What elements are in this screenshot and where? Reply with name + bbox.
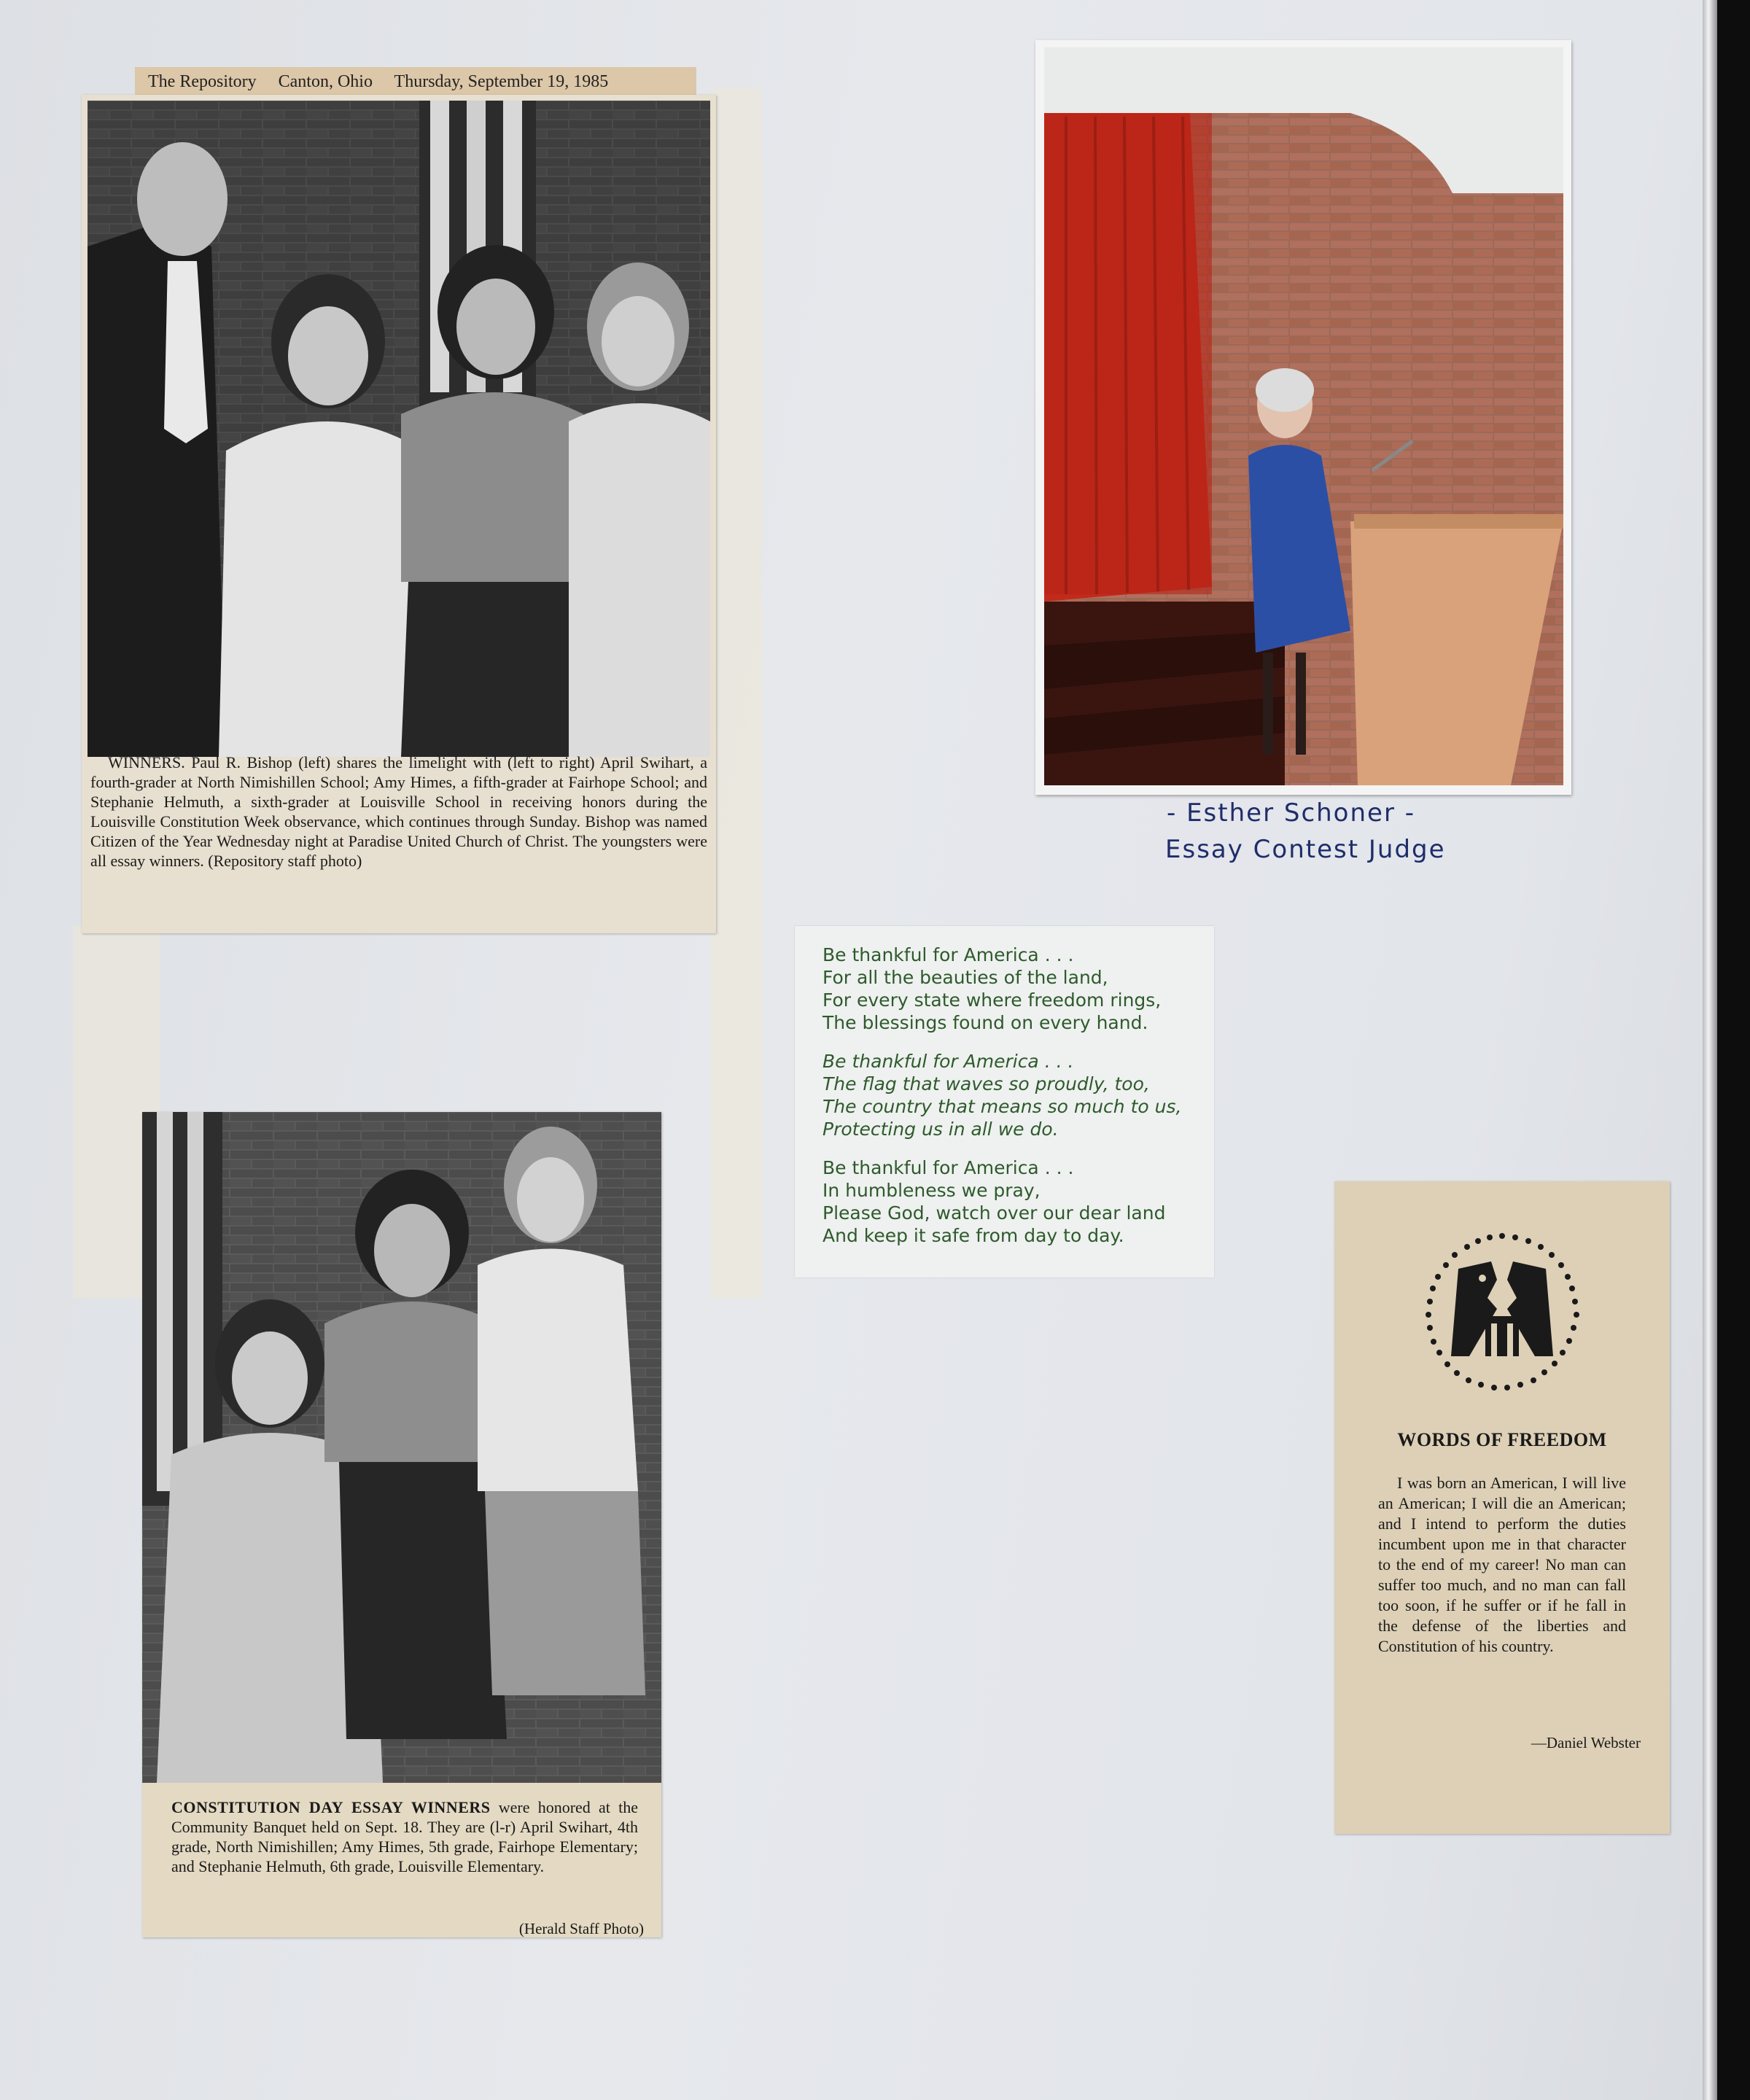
- poem-line: The blessings found on every hand.: [822, 1012, 1148, 1033]
- photo-bishop-and-winners-image: [88, 101, 710, 757]
- poem-line: The country that means so much to us,: [822, 1096, 1182, 1117]
- photo-caption: WINNERS. Paul R. Bishop (left) shares the limelight with (left to right) April Swihart, a fourth-grader at North Nimishillen School; Amy Himes, a fifth-grader at Fairhope School; and Stephanie Helmuth, a sixth-grader at Louisville School in receiving honors during the Louisville Constitution Week observance, which continues through Sunday. Bishop was named Citizen of the Year Wednesday night at Paradise United Church of Christ. The youngsters were all essay winners. (Repository staff photo): [90, 753, 707, 870]
- photo-esther-schoner: [1035, 40, 1571, 795]
- newspaper-date: Thursday, September 19, 1985: [394, 72, 609, 91]
- photo-esther-schoner-image: [1044, 47, 1563, 785]
- newspaper-masthead: [135, 67, 696, 96]
- clipping-title: WORDS OF FREEDOM: [1397, 1429, 1607, 1450]
- handwritten-title: Essay Contest Judge: [1165, 835, 1446, 864]
- poem-line: And keep it safe from day to day.: [822, 1225, 1124, 1246]
- tape-strip: [711, 88, 762, 1298]
- page-edge: [1703, 0, 1717, 2100]
- clipping-quote: I was born an American, I will live an American; I will die an American; and I intend to perform the duties incumbent upon me in that character to the end of my career! No man can suffer too much, and no man can fall too soon, if he suffer or if he fall in the defense of the liberties and Constitution of his country.: [1378, 1474, 1626, 1655]
- newspaper-clipping-winners: [82, 95, 716, 933]
- newspaper-name: The Repository: [148, 72, 257, 91]
- photo-credit: (Herald Staff Photo): [518, 1920, 644, 1937]
- newspaper-city: Canton, Ohio: [278, 72, 373, 91]
- background-border: [1717, 0, 1750, 2100]
- photo-essay-winners: [142, 1112, 661, 1783]
- poem-line: For all the beauties of the land,: [822, 967, 1108, 988]
- poem-line: In humbleness we pray,: [822, 1180, 1041, 1201]
- poem-line: Please God, watch over our dear land: [822, 1202, 1166, 1224]
- caption-text: were honored at the Community Banquet held on Sept. 18. They are (l-r) April Swihart, 4th grade, North Nimishillen; Amy Himes, 5th grade, Fairhope Elementary; and Stephanie Helmuth, 6th grade, Louisville Elementary.: [171, 1798, 638, 1875]
- photo-essay-winners-image: [142, 1112, 661, 1783]
- caption-headline: CONSTITUTION DAY ESSAY WINNERS: [171, 1798, 491, 1816]
- poem-stanza-2: [822, 1050, 1214, 1140]
- quote-author: —Daniel Webster: [1531, 1734, 1641, 1751]
- poem-line: The flag that waves so proudly, too,: [822, 1073, 1150, 1094]
- photo-bishop-and-winners: [88, 101, 710, 757]
- poem-line: For every state where freedom rings,: [822, 989, 1162, 1011]
- newspaper-clipping-essay-winners: [142, 1112, 661, 1937]
- poem-stanza-3: [822, 1156, 1214, 1247]
- newspaper-clipping-words-of-freedom: [1334, 1181, 1670, 1834]
- poem-line: Be thankful for America . . .: [822, 1051, 1074, 1072]
- eagle-emblem-icon: [1418, 1229, 1586, 1396]
- handwritten-name: - Esther Schoner -: [1167, 798, 1416, 828]
- poem-line: Be thankful for America . . .: [822, 1157, 1074, 1178]
- poem-line: Protecting us in all we do.: [822, 1119, 1059, 1140]
- poem-stanza-1: [822, 944, 1214, 1034]
- poem-line: Be thankful for America . . .: [822, 944, 1074, 965]
- poem-be-thankful-for-america: [795, 926, 1214, 1278]
- photo-caption: [171, 1797, 638, 1876]
